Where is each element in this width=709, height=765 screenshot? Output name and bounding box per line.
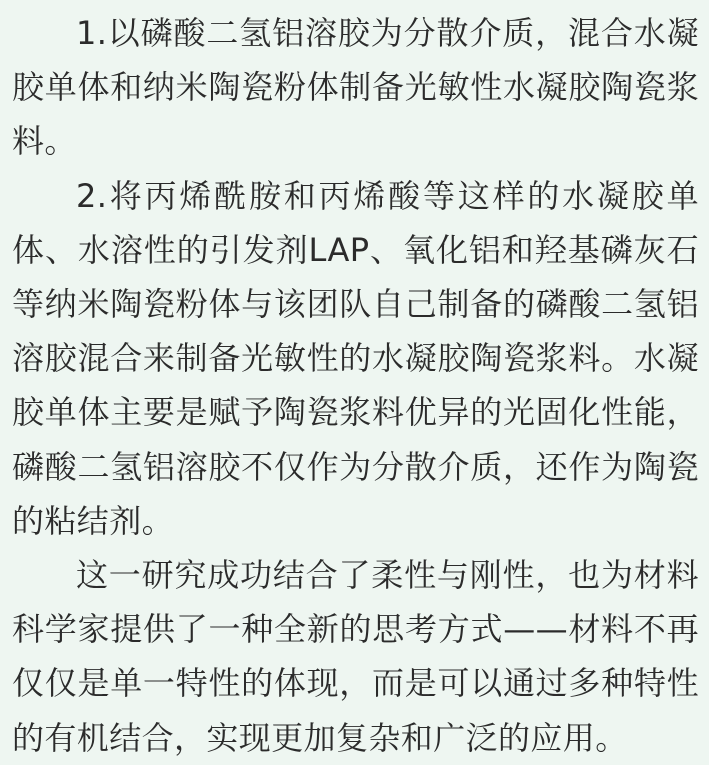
paragraph-step-2: 2.将丙烯酰胺和丙烯酸等这样的水凝胶单体、水溶性的引发剂LAP、氧化铝和羟基磷灰石等纳米陶瓷粉体与该团队自己制备的磷酸二氢铝溶胶混合来制备光敏性的水凝胶陶瓷浆料。水凝胶单体主要是赋予陶瓷浆料优异的光固化性能，磷酸二氢铝溶胶不仅作为分散介质，还作为陶瓷的粘结剂。 [12,176,699,540]
paragraph-conclusion: 这一研究成功结合了柔性与刚性，也为材料科学家提供了一种全新的思考方式——材料不再仅仅是单一特性的体现，而是可以通过多种特性的有机结合，实现更加复杂和广泛的应用。 [12,556,699,757]
paragraph-step-1: 1.以磷酸二氢铝溶胶为分散介质，混合水凝胶单体和纳米陶瓷粉体制备光敏性水凝胶陶瓷浆料。 [12,14,699,161]
